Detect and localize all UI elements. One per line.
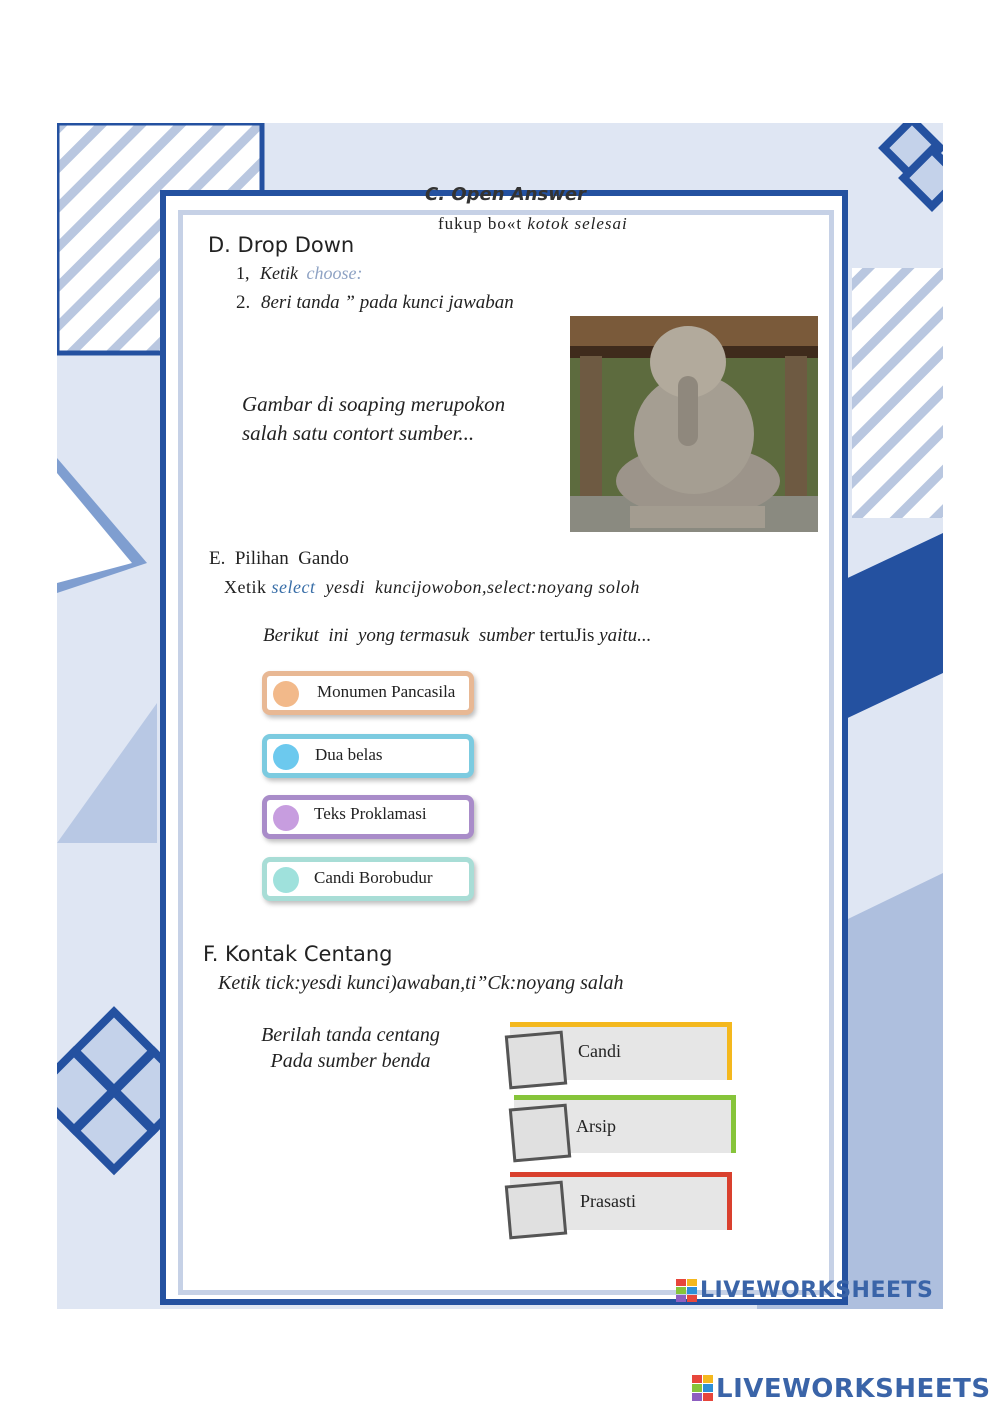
checkbox-label: Prasasti — [580, 1191, 636, 1211]
question-part-a: Berikut ini yong termasuk sumber — [263, 625, 535, 646]
section-e-instruction — [224, 577, 640, 598]
instruction-prefix: Xetik — [224, 577, 267, 597]
section-d-step-1 — [236, 263, 362, 284]
section-c-title: C. Open Answer — [425, 184, 586, 205]
checkbox-label: Arsip — [576, 1116, 616, 1136]
radio-dot — [273, 867, 299, 893]
section-c-instruction-italic: kotok selesai — [527, 214, 628, 233]
option-candi-borobudur[interactable] — [262, 857, 474, 901]
option-teks-proklamasi[interactable] — [262, 795, 474, 839]
footer-brand-logo[interactable] — [692, 1374, 991, 1404]
checkbox-arsip[interactable] — [514, 1095, 736, 1153]
checkbox-label: Candi — [578, 1041, 621, 1061]
option-label: Candi Borobudur — [314, 868, 433, 887]
brand-icon — [676, 1279, 698, 1303]
question-line-2: salah satu contort sumber... — [242, 421, 475, 445]
checkbox-candi[interactable] — [510, 1022, 732, 1080]
step-2-text: 8eri tanda ” pada kunci jawaban — [261, 292, 514, 313]
instruction-rest: yesdi kuncijowobon,select:noyang soloh — [325, 577, 640, 597]
question-line-1: Berilah tanda centang — [261, 1024, 440, 1046]
brand-icon — [692, 1375, 714, 1403]
checkbox-square[interactable] — [505, 1181, 567, 1240]
inner-brand-text: LIVEWORKSHEETS — [700, 1278, 934, 1303]
option-label: Monumen Pancasila — [317, 682, 456, 701]
radio-dot — [273, 805, 299, 831]
option-dua-belas[interactable] — [262, 734, 474, 778]
option-label: Dua belas — [315, 745, 383, 764]
step-1-text: Ketik — [260, 263, 298, 283]
section-f-question — [238, 1022, 463, 1074]
step-2-number: 2. — [236, 292, 251, 313]
checkbox-square[interactable] — [505, 1031, 567, 1090]
section-c-instruction — [438, 214, 628, 234]
question-line-1: Gambar di soaping merupokon — [242, 392, 506, 416]
statue-image — [570, 316, 818, 532]
question-line-2: Pada sumber benda — [270, 1050, 431, 1072]
step-1-hint: choose: — [306, 263, 363, 283]
instruction-select-keyword: select — [271, 577, 316, 597]
section-d-question — [242, 390, 505, 448]
section-e-question — [263, 625, 651, 647]
question-part-c: yaitu... — [599, 625, 652, 646]
section-c-instruction-prefix: fukup bo«t — [438, 214, 523, 233]
section-d-step-2 — [236, 292, 514, 314]
checkbox-square[interactable] — [509, 1104, 571, 1163]
question-part-b: tertuJis — [539, 625, 595, 646]
radio-dot — [273, 744, 299, 770]
option-label: Teks Proklamasi — [314, 804, 427, 823]
checkbox-prasasti[interactable] — [510, 1172, 732, 1230]
inner-brand-logo — [676, 1278, 933, 1303]
section-f-instruction: Ketik tick:yesdi kunci)awaban,ti”Ck:noyang salah — [218, 972, 624, 994]
footer-brand-text: LIVEWORKSHEETS — [716, 1374, 991, 1404]
step-1-number: 1, — [236, 263, 250, 283]
radio-dot — [273, 681, 299, 707]
section-f-title: F. Kontak Centang — [203, 942, 393, 966]
section-d-title: D. Drop Down — [208, 233, 355, 257]
section-e-title: E. Pilihan Gando — [209, 548, 349, 569]
option-monumen-pancasila[interactable] — [262, 671, 474, 715]
